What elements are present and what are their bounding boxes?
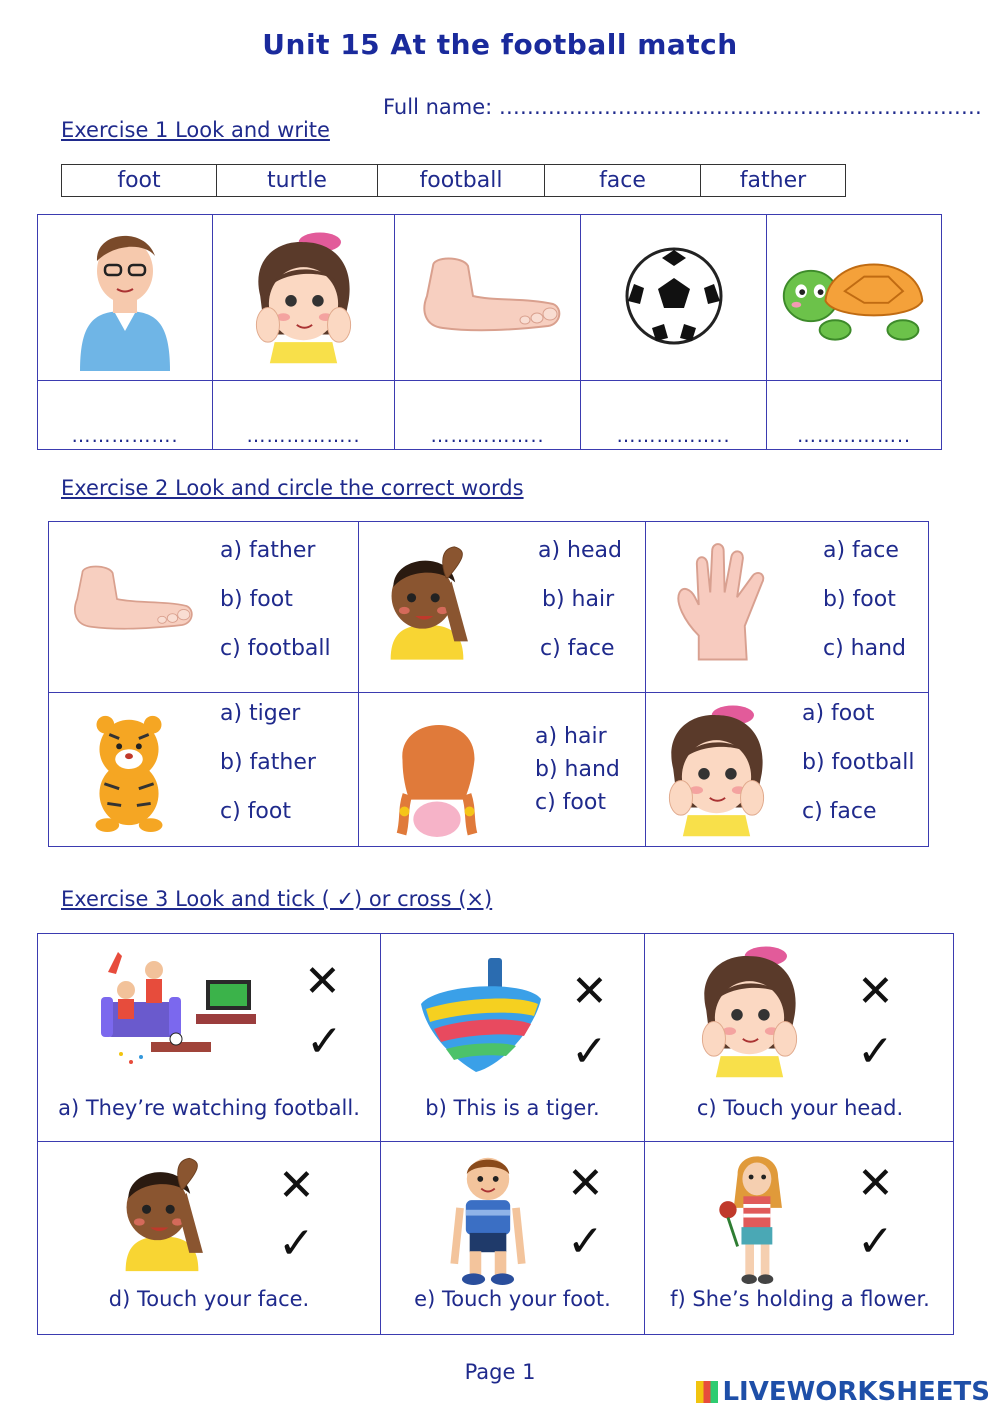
ex3-item-e: [381, 1142, 645, 1335]
ex3-item-c: [645, 934, 954, 1142]
worksheet-title: Unit 15 At the football match: [262, 28, 738, 61]
word-bank-item: turtle: [217, 165, 378, 197]
option-a[interactable]: a) foot: [802, 701, 875, 726]
full-name-field[interactable]: Full name: ……………………………………………………………: [383, 95, 982, 119]
cross-icon[interactable]: ✕: [857, 966, 894, 1017]
option-a[interactable]: a) hair: [535, 724, 607, 749]
man-with-glasses-image: [65, 221, 185, 371]
ex2-item-4: [49, 693, 359, 847]
option-c[interactable]: c) foot: [220, 799, 291, 824]
hand-image: [670, 538, 785, 666]
fans-watching-tv-image: [96, 942, 266, 1072]
tick-icon[interactable]: ✓: [567, 1216, 604, 1267]
football-image: [624, 246, 724, 346]
answer-blank[interactable]: …………….: [38, 381, 213, 450]
cross-icon[interactable]: ✕: [571, 966, 608, 1017]
exercise-2-heading: Exercise 2 Look and circle the correct words: [61, 476, 524, 500]
cross-icon[interactable]: ✕: [567, 1158, 604, 1209]
girl-face-image: [241, 226, 366, 366]
girl-holding-flower-image: [709, 1150, 799, 1285]
ex3-item-f: [645, 1142, 954, 1335]
option-b[interactable]: b) football: [802, 750, 915, 775]
picture-man-with-glasses: [38, 215, 213, 381]
exercise-2-table: [48, 521, 929, 847]
girl-braids-image: [387, 701, 487, 839]
page-number: Page 1: [464, 1360, 536, 1384]
ex3-caption: d) Touch your face.: [108, 1287, 310, 1311]
tick-icon[interactable]: ✓: [306, 1016, 343, 1067]
ex2-item-5: [359, 693, 646, 847]
girl-face-image: [687, 940, 812, 1080]
exercise-3-table: [37, 933, 954, 1335]
option-a[interactable]: a) father: [220, 538, 316, 563]
tick-icon[interactable]: ✓: [857, 1216, 894, 1267]
exercise-1-heading: Exercise 1 Look and write: [61, 118, 330, 142]
tick-icon[interactable]: ✓: [278, 1218, 315, 1269]
option-b[interactable]: b) foot: [823, 587, 896, 612]
word-bank-item: football: [378, 165, 545, 197]
ex3-caption: b) This is a tiger.: [425, 1096, 600, 1120]
option-c[interactable]: c) hand: [823, 636, 907, 661]
ex3-caption: e) Touch your foot.: [414, 1287, 611, 1311]
option-c[interactable]: c) face: [540, 636, 615, 661]
cross-icon[interactable]: ✕: [857, 1158, 894, 1209]
ex3-caption: f) She’s holding a flower.: [670, 1287, 930, 1311]
boy-touching-head-image: [112, 1152, 212, 1272]
tick-icon[interactable]: ✓: [571, 1026, 608, 1077]
option-a[interactable]: a) tiger: [220, 701, 301, 726]
option-a[interactable]: a) face: [823, 538, 899, 563]
picture-turtle: [767, 215, 942, 381]
picture-girl-face: [213, 215, 395, 381]
word-bank-item: face: [545, 165, 701, 197]
liveworksheets-logo[interactable]: LIVEWORKSHEETS: [696, 1377, 990, 1407]
picture-football: [581, 215, 767, 381]
ex3-caption: a) They’re watching football.: [58, 1096, 360, 1120]
answer-blank[interactable]: ……………..: [395, 381, 581, 450]
girl-face-image: [654, 699, 779, 839]
option-c[interactable]: c) face: [802, 799, 877, 824]
foot-image: [65, 564, 195, 634]
foot-image: [413, 256, 563, 336]
ex2-item-6: [646, 693, 929, 847]
option-a[interactable]: a) head: [538, 538, 622, 563]
option-b[interactable]: b) foot: [220, 587, 293, 612]
ex2-item-1: [49, 522, 359, 693]
toy-tiger-image: [79, 705, 179, 833]
word-bank-item: foot: [62, 165, 217, 197]
picture-foot: [395, 215, 581, 381]
exercise-1-table: [37, 214, 942, 450]
option-b[interactable]: b) hand: [535, 757, 620, 782]
logo-icon: [696, 1381, 718, 1403]
answer-blank[interactable]: ……………..: [581, 381, 767, 450]
answer-blank[interactable]: ……………..: [767, 381, 942, 450]
option-c[interactable]: c) football: [220, 636, 331, 661]
turtle-image: [777, 241, 932, 351]
ex2-item-2: [359, 522, 646, 693]
word-bank: [61, 164, 846, 197]
spinning-top-image: [416, 954, 546, 1074]
boy-touching-head-image: [377, 538, 477, 663]
ex2-item-3: [646, 522, 929, 693]
boy-touching-feet-image: [443, 1150, 533, 1285]
ex3-item-b: [381, 934, 645, 1142]
ex3-item-a: [38, 934, 381, 1142]
option-b[interactable]: b) father: [220, 750, 316, 775]
exercise-3-heading: Exercise 3 Look and tick ( ✓) or cross (×): [61, 887, 493, 911]
word-bank-item: father: [701, 165, 846, 197]
cross-icon[interactable]: ✕: [278, 1160, 315, 1211]
ex3-caption: c) Touch your head.: [696, 1096, 904, 1120]
answer-blank[interactable]: ……………..: [213, 381, 395, 450]
option-c[interactable]: c) foot: [535, 790, 606, 815]
ex3-item-d: [38, 1142, 381, 1335]
tick-icon[interactable]: ✓: [857, 1026, 894, 1077]
option-b[interactable]: b) hair: [542, 587, 615, 612]
cross-icon[interactable]: ✕: [304, 956, 341, 1007]
